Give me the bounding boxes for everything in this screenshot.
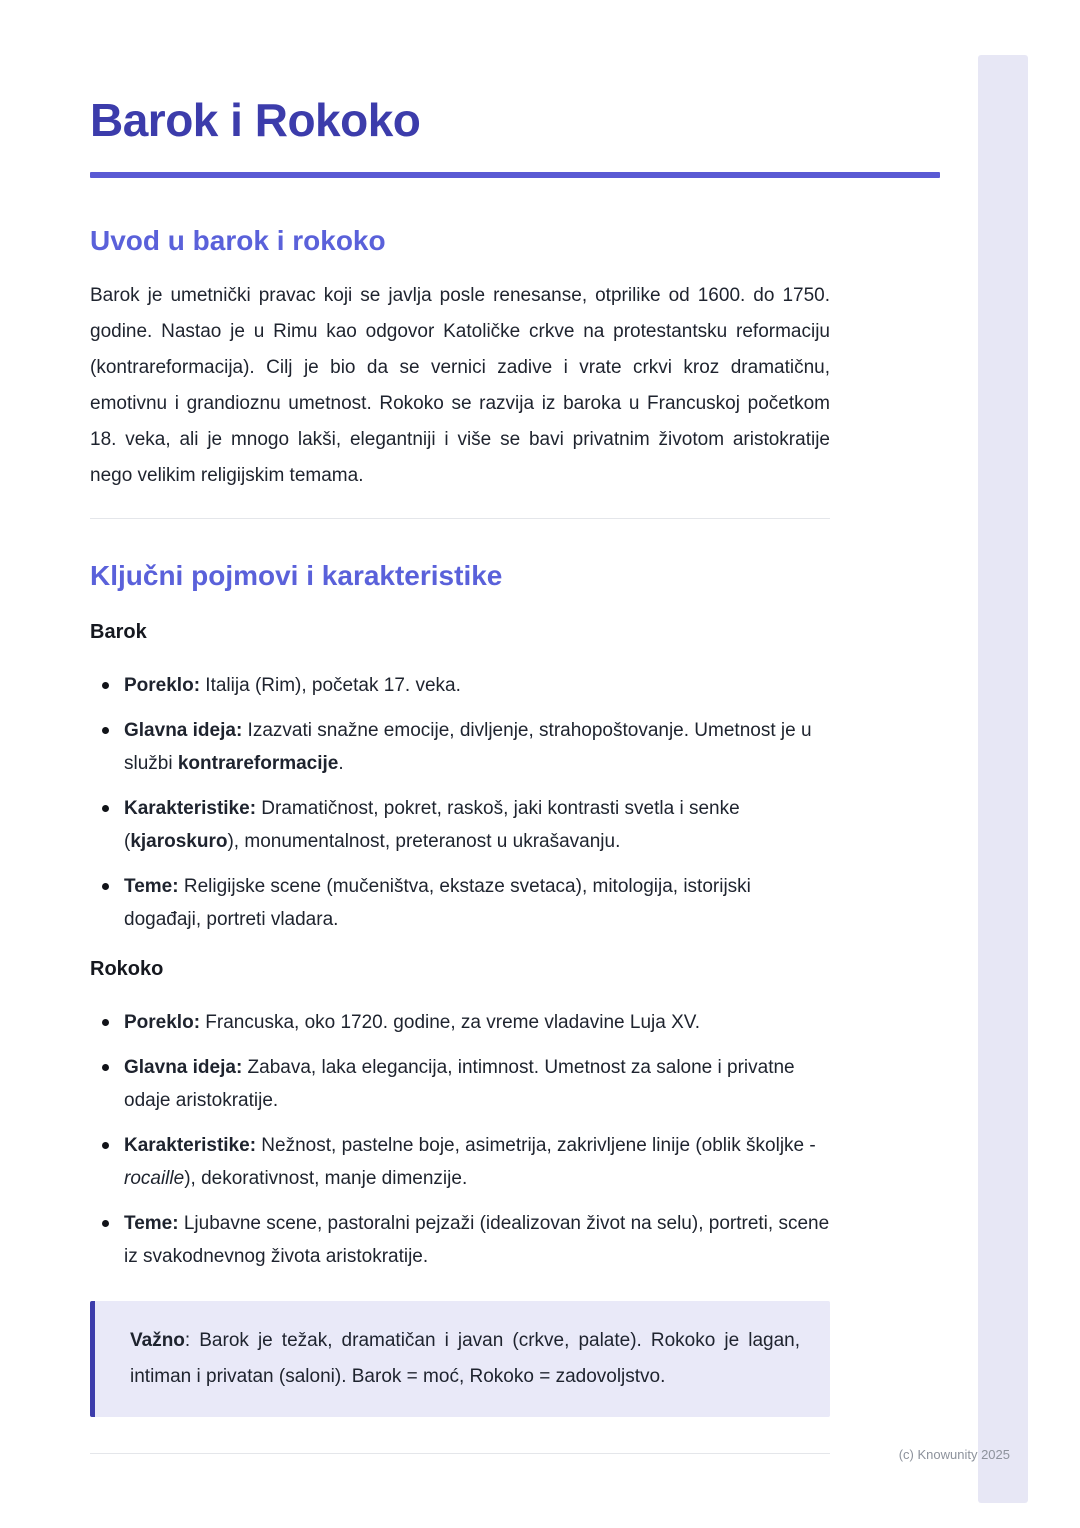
copyright-note: (c) Knowunity 2025 bbox=[898, 1447, 1010, 1462]
bullet-text: Francuska, oko 1720. godine, za vreme vladavine Luja XV. bbox=[200, 1012, 700, 1033]
section-heading-intro: Uvod u barok i rokoko bbox=[90, 225, 386, 256]
bullet-text: Izazvati snažne emocije, divljenje, strahopoštovanje. Umetnost je u službi bbox=[124, 720, 812, 774]
bullet-text: ), dekorativnost, manje dimenzije. bbox=[184, 1168, 468, 1189]
list-item bbox=[90, 870, 830, 936]
footer-divider bbox=[90, 1453, 830, 1454]
bullet-label: Karakteristike: bbox=[124, 798, 257, 819]
section-heading-key-terms: Ključni pojmovi i karakteristike bbox=[90, 560, 503, 591]
page-edge-strip bbox=[978, 55, 1028, 1503]
bullet-label: Teme: bbox=[124, 1213, 179, 1234]
list-item bbox=[90, 1051, 830, 1117]
bullet-text: Dramatičnost, pokret, raskoš, jaki kontrasti svetla i senke ( bbox=[124, 798, 740, 852]
list-item bbox=[90, 669, 830, 702]
intro-paragraph: Barok je umetnički pravac koji se javlja posle renesanse, otprilike od 1600. do 1750. godine. Nastao je u Rimu kao odgovor Katoličke crkve na protestantsku reformaciju (kontrareformacija). Cilj je bio da se vernici zadive i vrate crkvi kroz dramatičnu, emotivnu i grandioznu umetnost. Rokoko se razvija iz baroka u Francuskoj početkom 18. veka, ali je mnogo lakši, elegantniji i više se bavi privatnim životom aristokratije nego velikim religijskim temama. bbox=[90, 285, 830, 486]
list-item bbox=[90, 792, 830, 858]
rokoko-list bbox=[90, 1006, 830, 1273]
bullet-label: Poreklo: bbox=[124, 1012, 201, 1033]
bullet-text: Nežnost, pastelne boje, asimetrija, zakrivljene linije (oblik školjke - bbox=[256, 1135, 816, 1156]
page-title: Barok i Rokoko bbox=[90, 94, 421, 146]
bullet-em: rocaille bbox=[124, 1168, 185, 1189]
bullet-text: Italija (Rim), početak 17. veka. bbox=[200, 675, 461, 696]
bullet-text: Ljubavne scene, pastoralni pejzaži (idealizovan život na selu), portreti, scene iz svakodnevnog života aristokratije. bbox=[124, 1213, 830, 1267]
callout-paragraph bbox=[130, 1323, 800, 1395]
bullet-label: Glavna ideja: bbox=[124, 1057, 243, 1078]
list-item bbox=[90, 1006, 830, 1039]
subheading-rokoko: Rokoko bbox=[90, 958, 164, 980]
bullet-label: Karakteristike: bbox=[124, 1135, 257, 1156]
list-item bbox=[90, 1207, 830, 1273]
callout-label: Važno bbox=[130, 1330, 185, 1351]
list-item bbox=[90, 714, 830, 780]
document-content bbox=[90, 224, 830, 1417]
list-item bbox=[90, 1129, 830, 1195]
bullet-strong: kontrareformacije bbox=[177, 753, 339, 774]
barok-list bbox=[90, 669, 830, 936]
important-callout bbox=[90, 1301, 830, 1417]
bullet-text: Zabava, laka elegancija, intimnost. Umetnost za salone i privatne odaje aristokratije. bbox=[124, 1057, 795, 1111]
bullet-text: . bbox=[338, 753, 344, 774]
bullet-label: Glavna ideja: bbox=[124, 720, 243, 741]
section-divider bbox=[90, 518, 830, 519]
bullet-text: Religijske scene (mučeništva, ekstaze svetaca), mitologija, istorijski događaji, portreti vladara. bbox=[124, 876, 751, 930]
bullet-strong: kjaroskuro bbox=[130, 831, 228, 852]
callout-text: : Barok je težak, dramatičan i javan (crkve, palate). Rokoko je lagan, intiman i privatan (saloni). Barok = moć, Rokoko = zadovoljstvo. bbox=[130, 1330, 800, 1387]
bullet-text: ), monumentalnost, preteranost u ukrašavanju. bbox=[227, 831, 621, 852]
bullet-label: Teme: bbox=[124, 876, 179, 897]
title-rule bbox=[90, 172, 940, 178]
subheading-barok: Barok bbox=[90, 621, 147, 643]
bullet-label: Poreklo: bbox=[124, 675, 201, 696]
